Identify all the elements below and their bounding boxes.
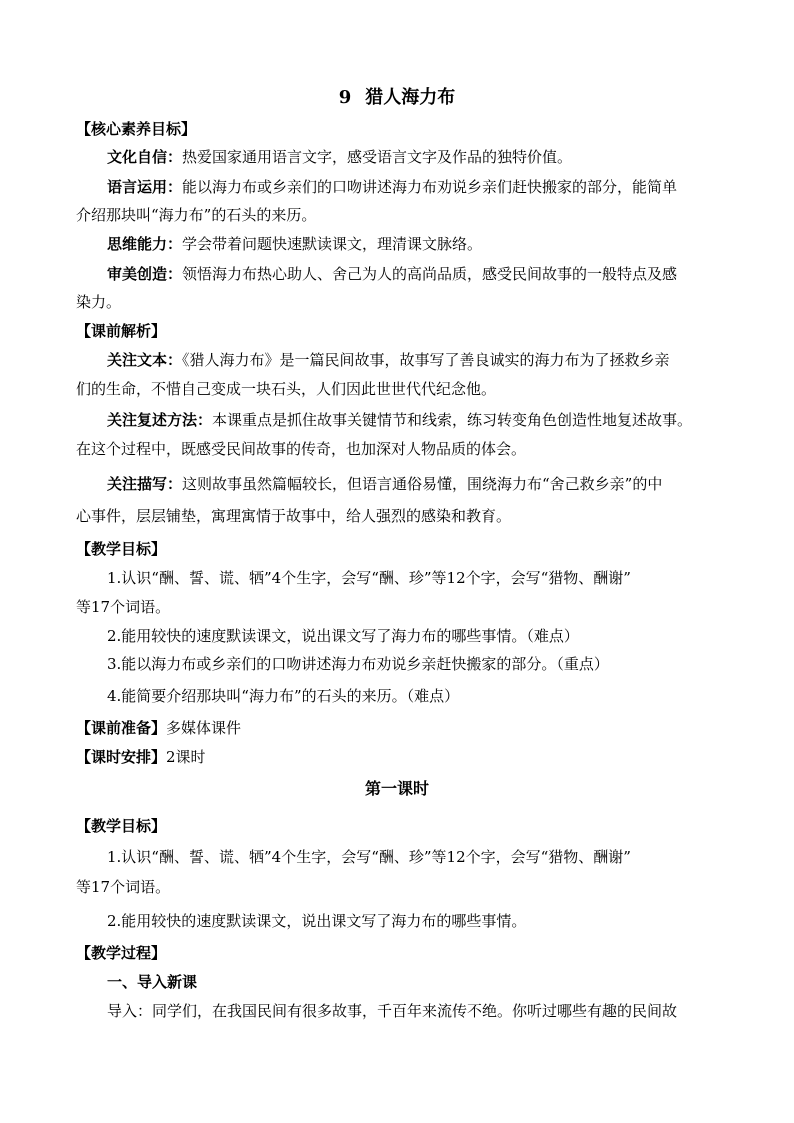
teaching-goal-item-cont: 等17个词语。	[76, 598, 171, 616]
language-goal	[107, 176, 747, 198]
schedule-line	[76, 746, 746, 768]
prep-heading: 【课前准备】	[76, 719, 167, 737]
desc-focus-label: 关注描写：	[107, 475, 183, 493]
teaching-goal-item: 3.能以海力布或乡亲们的口吻讲述海力布劝说乡亲赶快搬家的部分。（重点）	[107, 655, 609, 673]
analysis-heading: 【课前解析】	[76, 322, 167, 340]
lesson1-goal-item-cont: 等17个词语。	[76, 878, 171, 896]
teaching-goal-item: 2.能用较快的速度默读课文，说出课文写了海力布的哪些事情。（难点）	[107, 627, 579, 645]
desc-focus-cont: 心事件，层层铺垫，寓理寓情于故事中，给人强烈的感染和教育。	[76, 507, 512, 525]
method-focus-text: 本课重点是抓住故事关键情节和线索，练习转变角色创造性地复述故事。	[212, 411, 693, 429]
desc-focus	[107, 473, 747, 495]
aesthetic-goal-cont: 染力。	[76, 293, 122, 311]
language-goal-cont: 介绍那块叫“海力布”的石头的来历。	[76, 206, 317, 224]
process-heading: 【教学过程】	[76, 944, 167, 962]
aesthetic-label: 审美创造：	[107, 265, 183, 283]
method-focus-label: 关注复述方法：	[107, 411, 213, 429]
culture-text: 热爱国家通用语言文字，感受语言文字及作品的独特价值。	[182, 148, 573, 166]
teaching-goal-item: 4.能简要介绍那块叫“海力布”的石头的来历。（难点）	[107, 687, 460, 705]
core-goals-heading: 【核心素养目标】	[76, 120, 197, 138]
lesson-title: 猎人海力布	[365, 87, 456, 108]
text-focus-cont: 们的生命，不惜自己变成一块石头，人们因此世世代代纪念他。	[76, 380, 497, 398]
teaching-goals-heading: 【教学目标】	[76, 540, 167, 558]
lesson1-goal-item: 1.认识“酬、誓、谎、牺”4个生字，会写“酬、珍”等12个字，会写“猎物、酬谢”	[107, 848, 631, 866]
language-text: 能以海力布或乡亲们的口吻讲述海力布劝说乡亲们赶快搬家的部分，能简单	[182, 178, 678, 196]
lesson1-title: 第一课时	[364, 779, 429, 798]
thinking-label: 思维能力：	[107, 235, 183, 253]
aesthetic-text: 领悟海力布热心助人、舍己为人的高尚品质，感受民间故事的一般特点及感	[182, 265, 678, 283]
language-label: 语言运用：	[107, 178, 183, 196]
lesson-number: 9	[338, 87, 352, 108]
lesson1-goals-heading: 【教学目标】	[76, 817, 167, 835]
method-focus-cont: 在这个过程中，既感受民间故事的传奇，也加深对人物品质的体会。	[76, 440, 527, 458]
culture-label: 文化自信：	[107, 148, 183, 166]
thinking-goal	[107, 233, 747, 255]
page-title	[0, 86, 794, 110]
prep-line	[76, 717, 746, 739]
text-focus-label: 关注文本：	[107, 351, 183, 369]
text-focus	[107, 349, 747, 371]
aesthetic-goal	[107, 263, 747, 285]
intro-text: 导入：同学们，在我国民间有很多故事，千百年来流传不绝。你听过哪些有趣的民间故	[107, 1002, 678, 1020]
teaching-goal-item: 1.认识“酬、誓、谎、牺”4个生字，会写“酬、珍”等12个字，会写“猎物、酬谢”	[107, 569, 631, 587]
text-focus-text: 《猎人海力布》是一篇民间故事，故事写了善良诚实的海力布为了拯救乡亲	[182, 351, 670, 369]
lesson1-goal-item: 2.能用较快的速度默读课文，说出课文写了海力布的哪些事情。	[107, 912, 527, 930]
schedule-heading: 【课时安排】	[76, 748, 167, 766]
schedule-text: 2课时	[166, 748, 206, 766]
thinking-text: 学会带着问题快速默读课文，理清课文脉络。	[182, 235, 483, 253]
desc-focus-text: 这则故事虽然篇幅较长，但语言通俗易懂，围绕海力布“舍己救乡亲”的中	[182, 475, 663, 493]
prep-text: 多媒体课件	[166, 719, 242, 737]
step1-heading: 一、导入新课	[107, 973, 198, 991]
culture-goal	[107, 146, 747, 168]
method-focus	[107, 409, 747, 431]
